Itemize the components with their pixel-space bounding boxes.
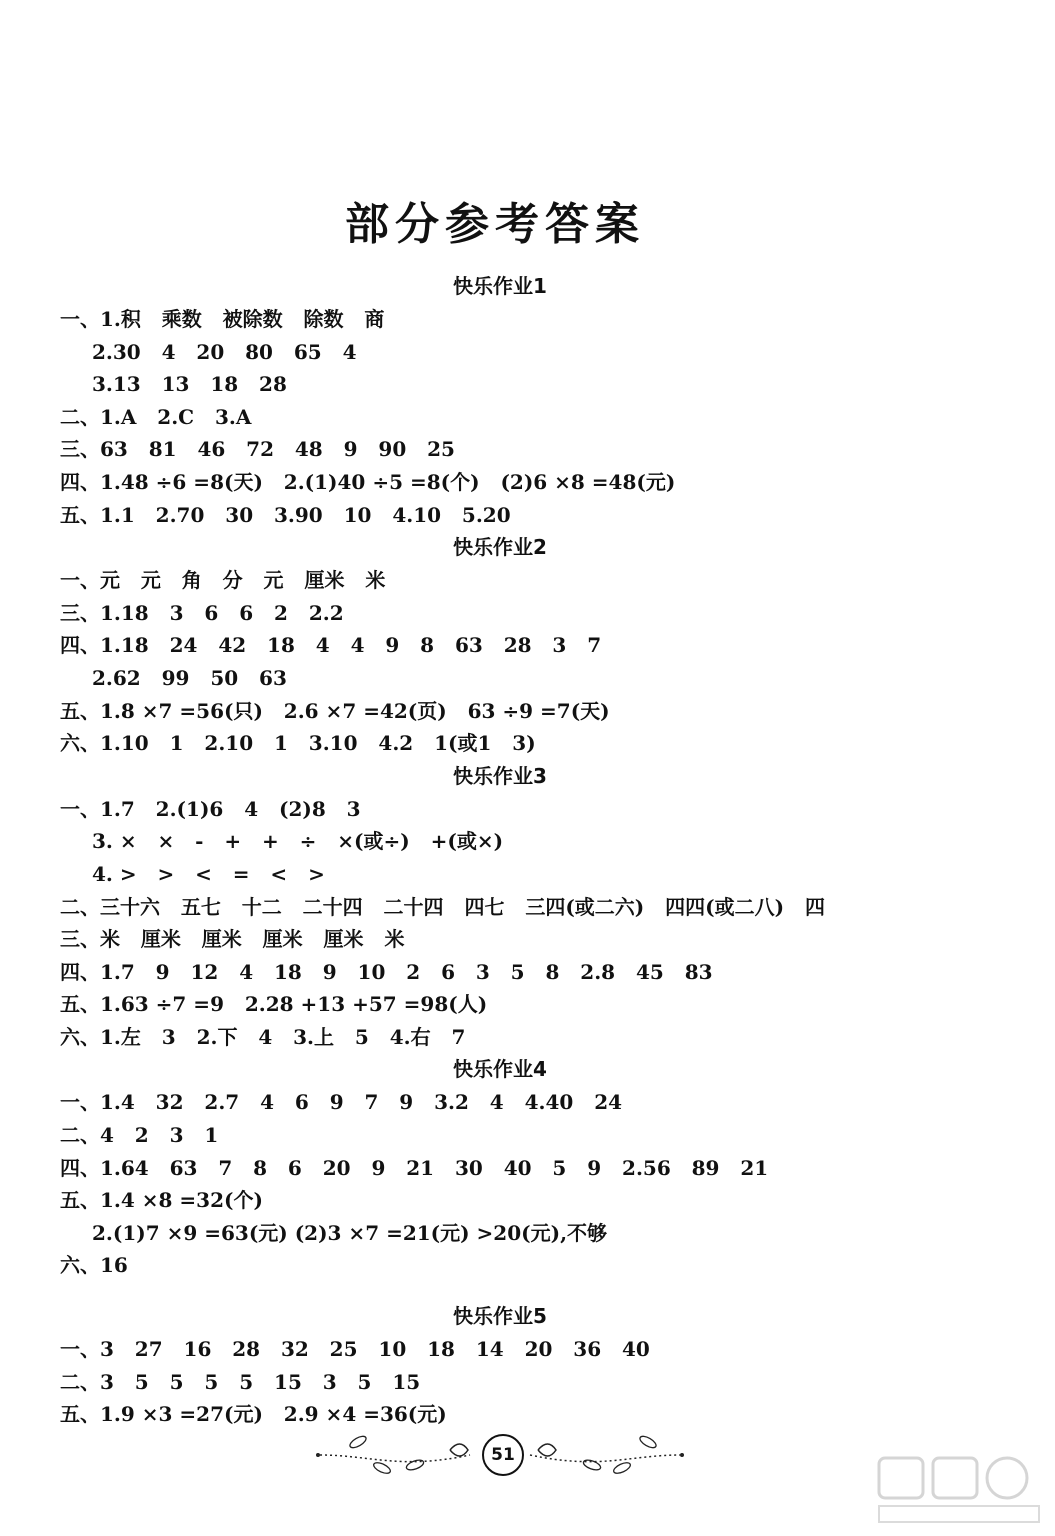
answer-line: 四、1.18 24 42 18 4 4 9 8 63 28 3 7 [60, 633, 602, 658]
section-heading: 快乐作业3 [453, 763, 547, 788]
section-heading: 快乐作业4 [453, 1057, 547, 1082]
answer-content [60, 270, 940, 1431]
section-heading: 快乐作业1 [453, 274, 547, 298]
answer-line: 4. > > < = < > [92, 861, 325, 886]
answer-line: 一、1.积 乘数 被除数 除数 商 [60, 307, 385, 331]
answer-line: 3.13 13 18 28 [92, 372, 287, 397]
answer-line: 二、4 2 3 1 [60, 1123, 219, 1148]
answer-line: 四、1.64 63 7 8 6 20 9 21 30 40 5 9 2.56 89 21 [60, 1155, 769, 1180]
page-footer [310, 1420, 690, 1490]
answer-line: 2.30 4 20 80 65 4 [92, 339, 357, 364]
answer-line: 一、1.4 32 2.7 4 6 9 7 9 3.2 4 4.40 24 [60, 1090, 623, 1115]
answer-line: 六、1.10 1 2.10 1 3.10 4.2 1(或1 3) [60, 731, 536, 756]
answer-line: 四、1.48 ÷6 =8(天) 2.(1)40 ÷5 =8(个) (2)6 ×8 =48(元) [60, 469, 676, 494]
answer-line: 三、1.18 3 6 6 2 2.2 [60, 600, 344, 625]
answer-line: 二、3 5 5 5 5 15 3 5 15 [60, 1369, 421, 1394]
section-heading: 快乐作业2 [453, 535, 547, 560]
watermark-logo-icon [869, 1450, 1049, 1530]
page-number: 51 [482, 1434, 524, 1476]
answer-line: 2.(1)7 ×9 =63(元) (2)3 ×7 =21(元) >20(元),不够 [92, 1220, 608, 1245]
answer-line: 六、16 [60, 1253, 128, 1278]
answer-line: 一、1.7 2.(1)6 4 (2)8 3 [60, 796, 361, 821]
answer-line: 一、元 元 角 分 元 厘米 米 [60, 568, 386, 593]
answer-line: 三、63 81 46 72 48 9 90 25 [60, 437, 455, 462]
answer-line: 四、1.7 9 12 4 18 9 10 2 6 3 5 8 2.8 45 83 [60, 959, 713, 984]
answer-line: 五、1.63 ÷7 =9 2.28 +13 +57 =98(人) [60, 992, 488, 1017]
section-heading: 快乐作业5 [453, 1304, 547, 1329]
answer-line: 3. × × - + + ÷ ×(或÷) +(或×) [92, 829, 504, 854]
answer-line: 五、1.1 2.70 30 3.90 10 4.10 5.20 [60, 502, 511, 527]
answer-line: 二、三十六 五七 十二 二十四 二十四 四七 三四(或二六) 四四(或二八) 四 [60, 894, 825, 919]
answer-line: 五、1.9 ×3 =27(元) 2.9 ×4 =36(元) [60, 1402, 447, 1427]
page-title: 部分参考答案 [345, 199, 645, 250]
answer-line: 三、米 厘米 厘米 厘米 厘米 米 [60, 927, 405, 952]
answer-line: 六、1.左 3 2.下 4 3.上 5 4.右 7 [60, 1024, 466, 1049]
answer-line: 五、1.4 ×8 =32(个) [60, 1188, 263, 1213]
answer-line: 一、3 27 16 28 32 25 10 18 14 20 36 40 [60, 1337, 650, 1362]
answer-line: 五、1.8 ×7 =56(只) 2.6 ×7 =42(页) 63 ÷9 =7(天) [60, 698, 610, 723]
answer-line: 二、1.A 2.C 3.A [60, 404, 252, 429]
answer-line: 2.62 99 50 63 [92, 665, 287, 690]
